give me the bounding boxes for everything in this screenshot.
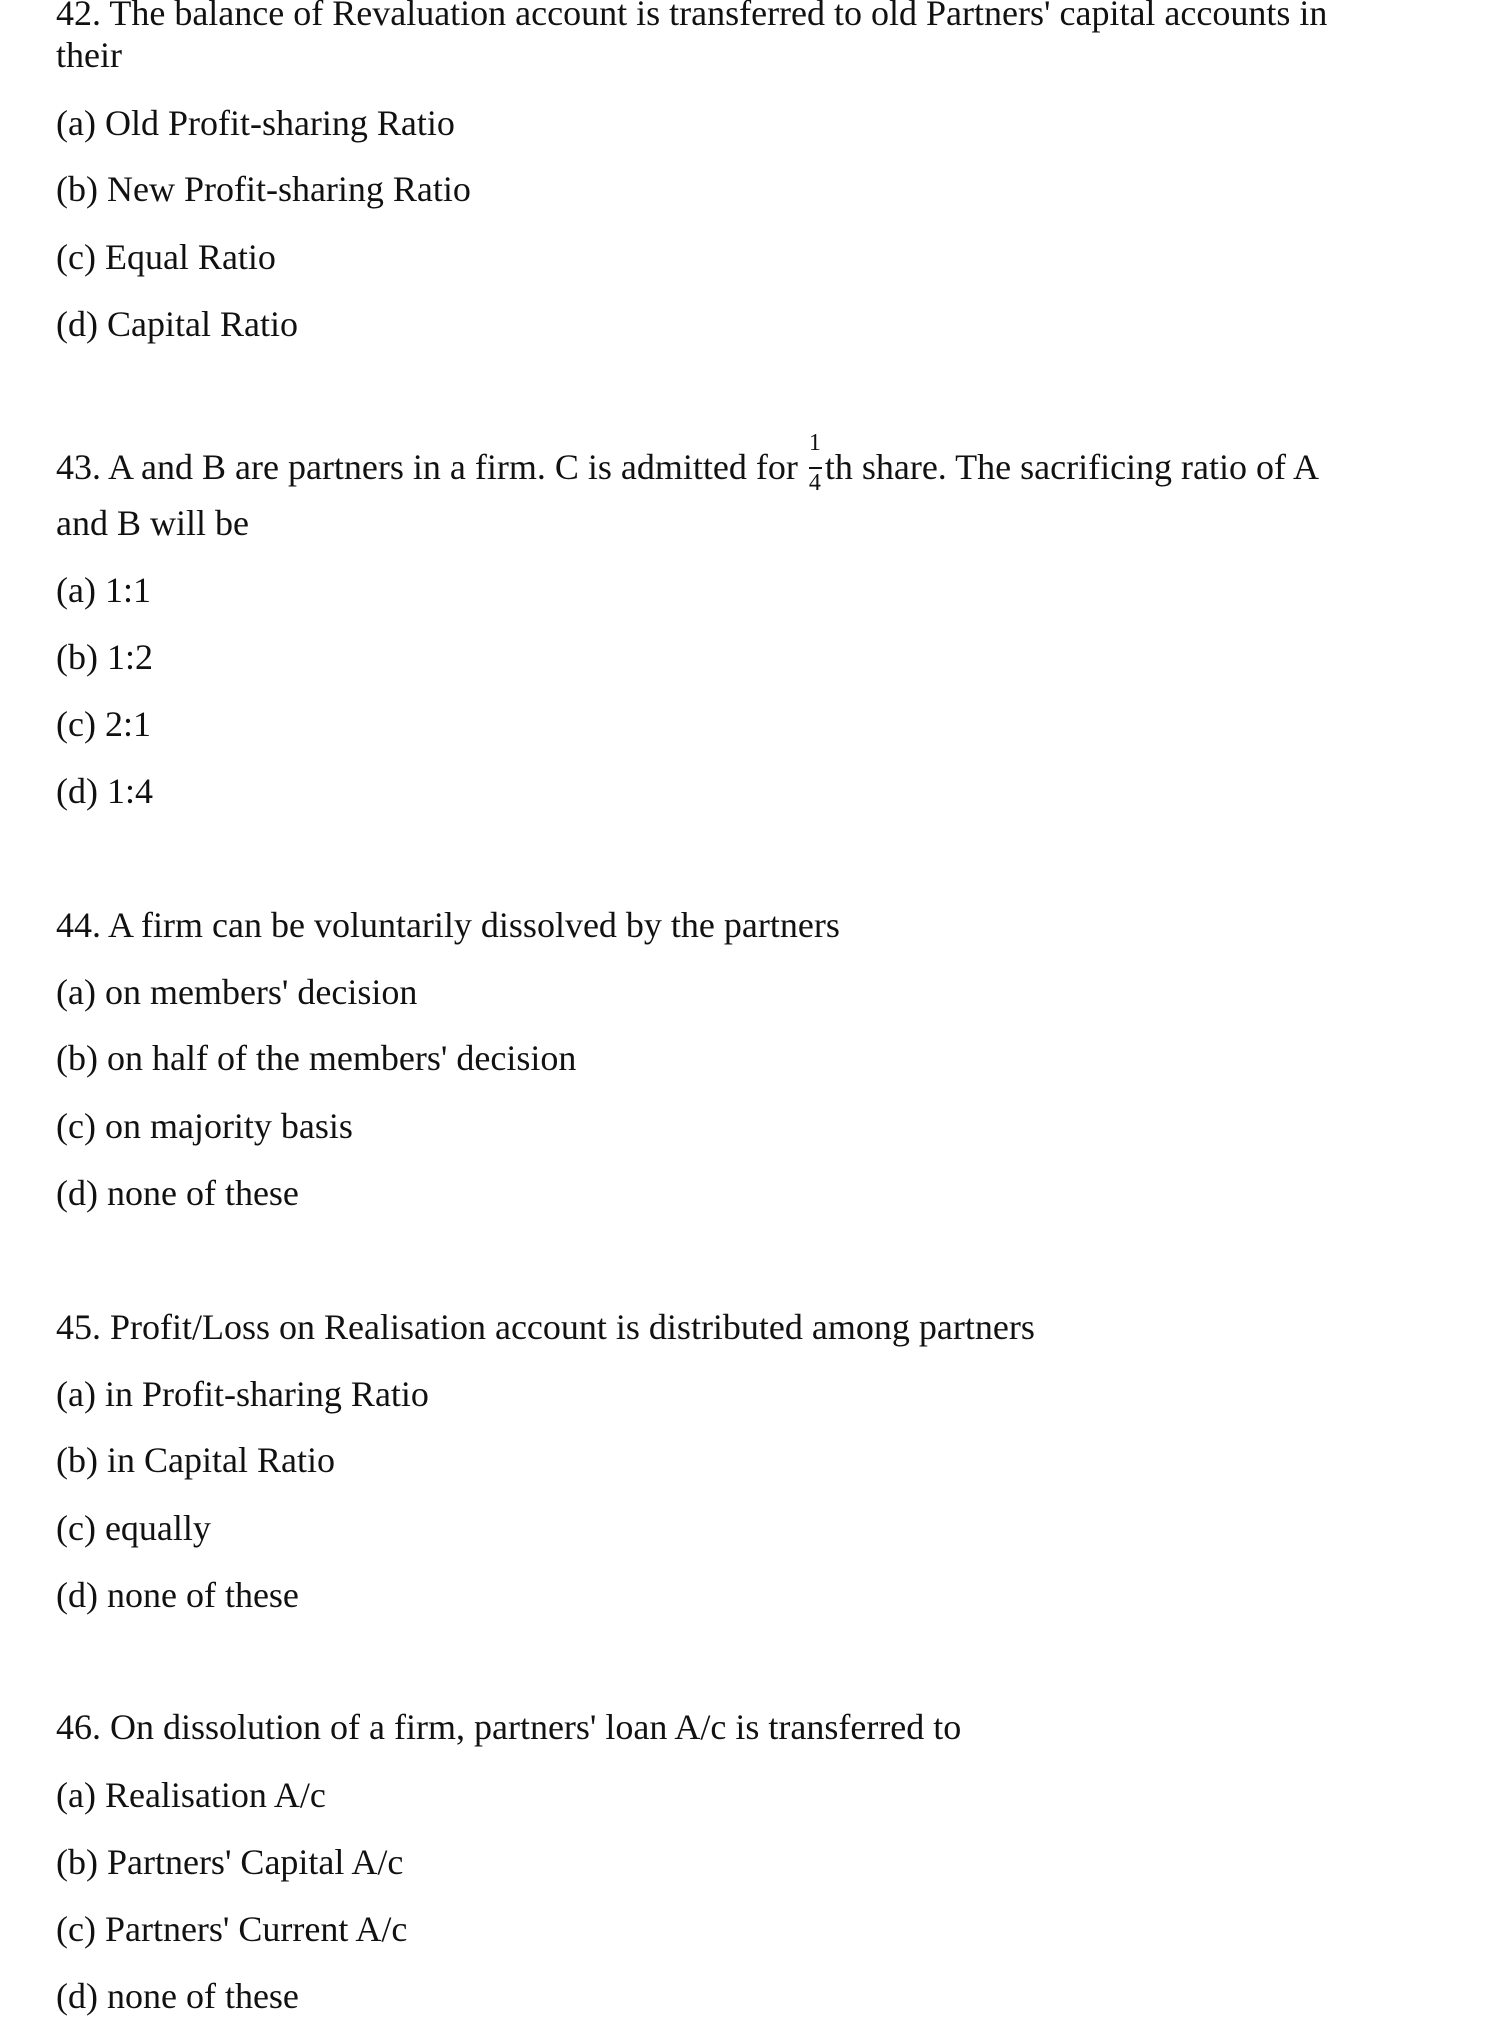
question-44-stem: 44. A firm can be voluntarily dissolved by the partners bbox=[56, 905, 840, 945]
question-42-option-c: (c) Equal Ratio bbox=[56, 237, 276, 277]
question-46-stem: 46. On dissolution of a firm, partners' loan A/c is transferred to bbox=[56, 1707, 962, 1747]
question-43-stem-before: 43. A and B are partners in a firm. C is admitted for bbox=[56, 447, 807, 487]
question-43-stem-line2: and B will be bbox=[56, 503, 249, 543]
question-46-option-d: (d) none of these bbox=[56, 1976, 299, 2016]
question-44-option-b: (b) on half of the members' decision bbox=[56, 1038, 577, 1078]
question-42-option-b: (b) New Profit-sharing Ratio bbox=[56, 169, 471, 209]
question-45-stem: 45. Profit/Loss on Realisation account is distributed among partners bbox=[56, 1307, 1035, 1347]
question-43-option-b: (b) 1:2 bbox=[56, 637, 153, 677]
question-46-option-c: (c) Partners' Current A/c bbox=[56, 1909, 408, 1949]
question-44-option-c: (c) on majority basis bbox=[56, 1106, 353, 1146]
question-43-option-c: (c) 2:1 bbox=[56, 704, 151, 744]
question-45-option-c: (c) equally bbox=[56, 1508, 211, 1548]
fraction-one-quarter bbox=[807, 430, 825, 496]
question-46-option-b: (b) Partners' Capital A/c bbox=[56, 1842, 404, 1882]
question-43-option-a: (a) 1:1 bbox=[56, 570, 151, 610]
question-44-option-d: (d) none of these bbox=[56, 1173, 299, 1213]
question-42-option-d: (d) Capital Ratio bbox=[56, 304, 298, 344]
question-45-option-d: (d) none of these bbox=[56, 1575, 299, 1615]
question-42-stem-line2: their bbox=[56, 35, 122, 75]
fraction-bar bbox=[809, 467, 822, 469]
question-42-option-a: (a) Old Profit-sharing Ratio bbox=[56, 103, 455, 143]
question-45-option-b: (b) in Capital Ratio bbox=[56, 1440, 335, 1480]
question-43-option-d: (d) 1:4 bbox=[56, 771, 153, 811]
fraction-numerator: 1 bbox=[808, 430, 821, 456]
question-44-option-a: (a) on members' decision bbox=[56, 972, 418, 1012]
question-46-option-a: (a) Realisation A/c bbox=[56, 1775, 326, 1815]
question-45-option-a: (a) in Profit-sharing Ratio bbox=[56, 1374, 429, 1414]
fraction-denominator: 4 bbox=[808, 470, 821, 496]
question-43-stem-line1 bbox=[56, 430, 1320, 496]
question-42-stem-line1: 42. The balance of Revaluation account is transferred to old Partners' capital accounts in bbox=[56, 0, 1328, 33]
question-43-stem-after: th share. The sacrificing ratio of A bbox=[824, 447, 1320, 487]
